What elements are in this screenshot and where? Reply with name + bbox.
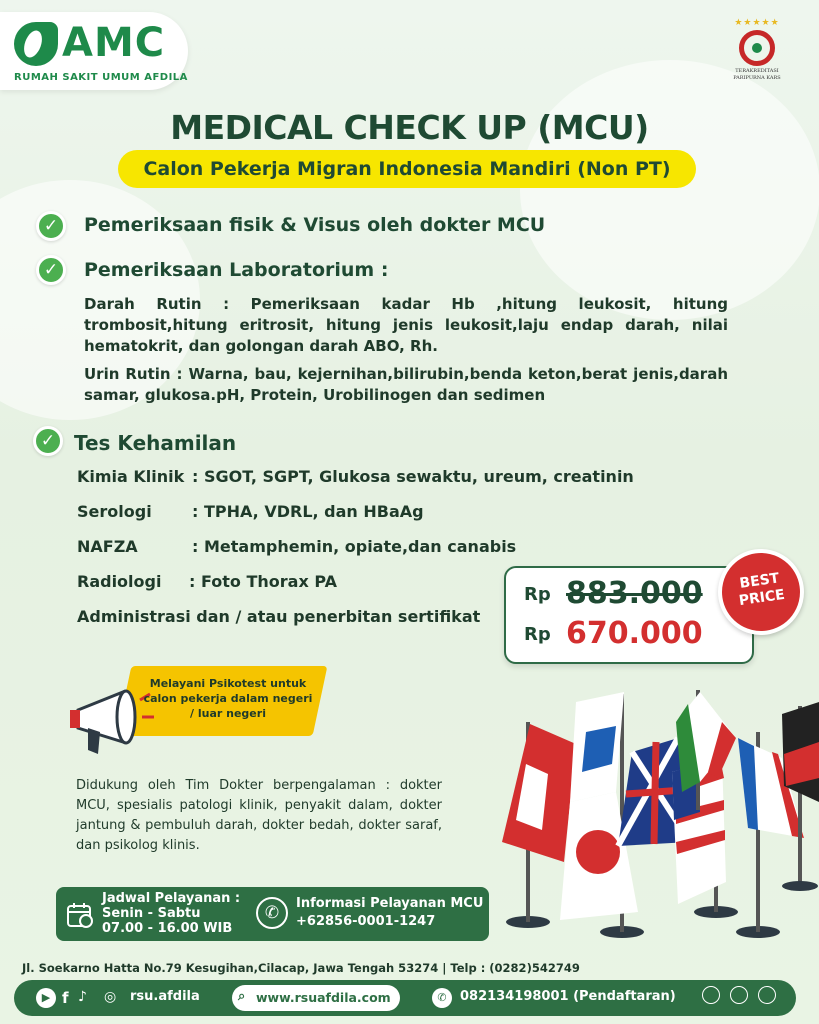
whatsapp-icon[interactable]: ✆: [432, 988, 452, 1008]
test-row: [77, 467, 634, 486]
test-label: Serologi: [77, 502, 152, 521]
certificate-icon: [702, 986, 720, 1004]
website-url: www.rsuafdila.com: [256, 990, 391, 1005]
admin-text: Administrasi dan / atau penerbitan sertifikat: [77, 607, 481, 626]
test-value: : Foto Thorax PA: [189, 572, 337, 591]
logo-mark-icon: [14, 22, 58, 66]
currency-label: Rp: [524, 624, 551, 645]
tiktok-icon[interactable]: ♪: [78, 989, 87, 1005]
info-phone[interactable]: +62856-0001-1247: [296, 914, 436, 929]
logo-text: AMC: [62, 20, 166, 66]
old-price: 883.000: [566, 576, 703, 611]
page-subtitle: Calon Pekerja Migran Indonesia Mandiri (Non PT): [118, 150, 696, 188]
phone-icon: ✆: [256, 897, 288, 929]
currency-label: Rp: [524, 584, 551, 605]
schedule-text: [102, 891, 240, 936]
background-shape: [520, 60, 819, 320]
certificate-icon: [758, 986, 776, 1004]
logo-subtitle: RUMAH SAKIT UMUM AFDILA: [14, 72, 188, 83]
darah-rutin-text: Darah Rutin : Pemeriksaan kadar Hb ,hitung leukosit, hitung trombosit,hitung eritrosit, hitung jenis leukosit,laju endap darah, nilai hematokrit, dan golongan darah ABO, Rh.: [84, 295, 728, 355]
stars-icon: ★★★★★: [734, 18, 780, 28]
address-line: Jl. Soekarno Hatta No.79 Kesugihan,Cilacap, Jawa Tengah 53274 | Telp : (0282)542749: [22, 961, 580, 975]
kars-seal-icon: [739, 30, 775, 66]
badge-line-2: PRICE: [737, 586, 786, 610]
website-link[interactable]: [232, 985, 400, 1011]
info-block: [296, 895, 483, 931]
info-title: Informasi Pelayanan MCU: [296, 896, 484, 911]
test-label: Radiologi: [77, 572, 162, 591]
test-label: Kimia Klinik: [77, 467, 185, 486]
hospital-logo: [0, 12, 188, 90]
schedule-bar: [56, 887, 489, 941]
schedule-title: Jadwal Pelayanan :: [102, 891, 241, 906]
badge-line-1: BEST: [738, 570, 781, 592]
accreditation-text: TERAKREDITASI PARIPURNA KARS: [733, 68, 781, 81]
item-tes-kehamilan: Tes Kehamilan: [74, 431, 237, 455]
whatsapp-number[interactable]: 082134198001 (Pendaftaran): [460, 989, 676, 1004]
test-row: [77, 502, 424, 521]
flags-illustration: [486, 682, 819, 980]
new-price: 670.000: [566, 616, 703, 651]
youtube-icon[interactable]: ▶: [36, 988, 56, 1008]
instagram-icon[interactable]: ◎: [104, 989, 117, 1005]
check-icon: ✓: [33, 426, 63, 456]
schedule-hours: 07.00 - 16.00 WIB: [102, 921, 233, 936]
price-card: [504, 566, 754, 664]
check-icon: ✓: [36, 255, 66, 285]
item-fisik: Pemeriksaan fisik & Visus oleh dokter MCU: [84, 214, 546, 236]
item-lab: Pemeriksaan Laboratorium :: [84, 259, 389, 281]
check-icon: ✓: [36, 211, 66, 241]
page-title: MEDICAL CHECK UP (MCU): [170, 108, 649, 147]
schedule-days: Senin - Sabtu: [102, 906, 201, 921]
test-value: : Metamphemin, opiate,dan canabis: [192, 537, 517, 556]
footer-bar: [14, 980, 796, 1016]
search-icon: ⌕: [238, 989, 246, 1004]
test-row: [77, 537, 517, 556]
test-value: : TPHA, VDRL, dan HBaAg: [192, 502, 424, 521]
calendar-icon: [66, 901, 94, 929]
promo-text: Melayani Psikotest untuk calon pekerja dalam negeri / luar negeri: [143, 677, 313, 720]
test-value: : SGOT, SGPT, Glukosa sewaktu, ureum, creatinin: [192, 467, 634, 486]
test-row: [77, 572, 337, 591]
urin-rutin-text: Urin Rutin : Warna, bau, kejernihan,bilirubin,benda keton,berat jenis,darah samar, glukosa.pH, Protein, Urobilinogen dan sedimen: [84, 365, 728, 404]
support-text: Didukung oleh Tim Dokter berpengalaman : dokter MCU, spesialis patologi klinik, penyakit dalam, dokter jantung & pembuluh darah, dokter bedah, dokter saraf, dan psikolog klinis.: [76, 778, 442, 853]
social-handle[interactable]: rsu.afdila: [130, 989, 200, 1004]
test-label: NAFZA: [77, 537, 138, 556]
accreditation-badge: [724, 18, 790, 82]
certificate-icon: [730, 986, 748, 1004]
facebook-icon[interactable]: f: [62, 989, 69, 1007]
